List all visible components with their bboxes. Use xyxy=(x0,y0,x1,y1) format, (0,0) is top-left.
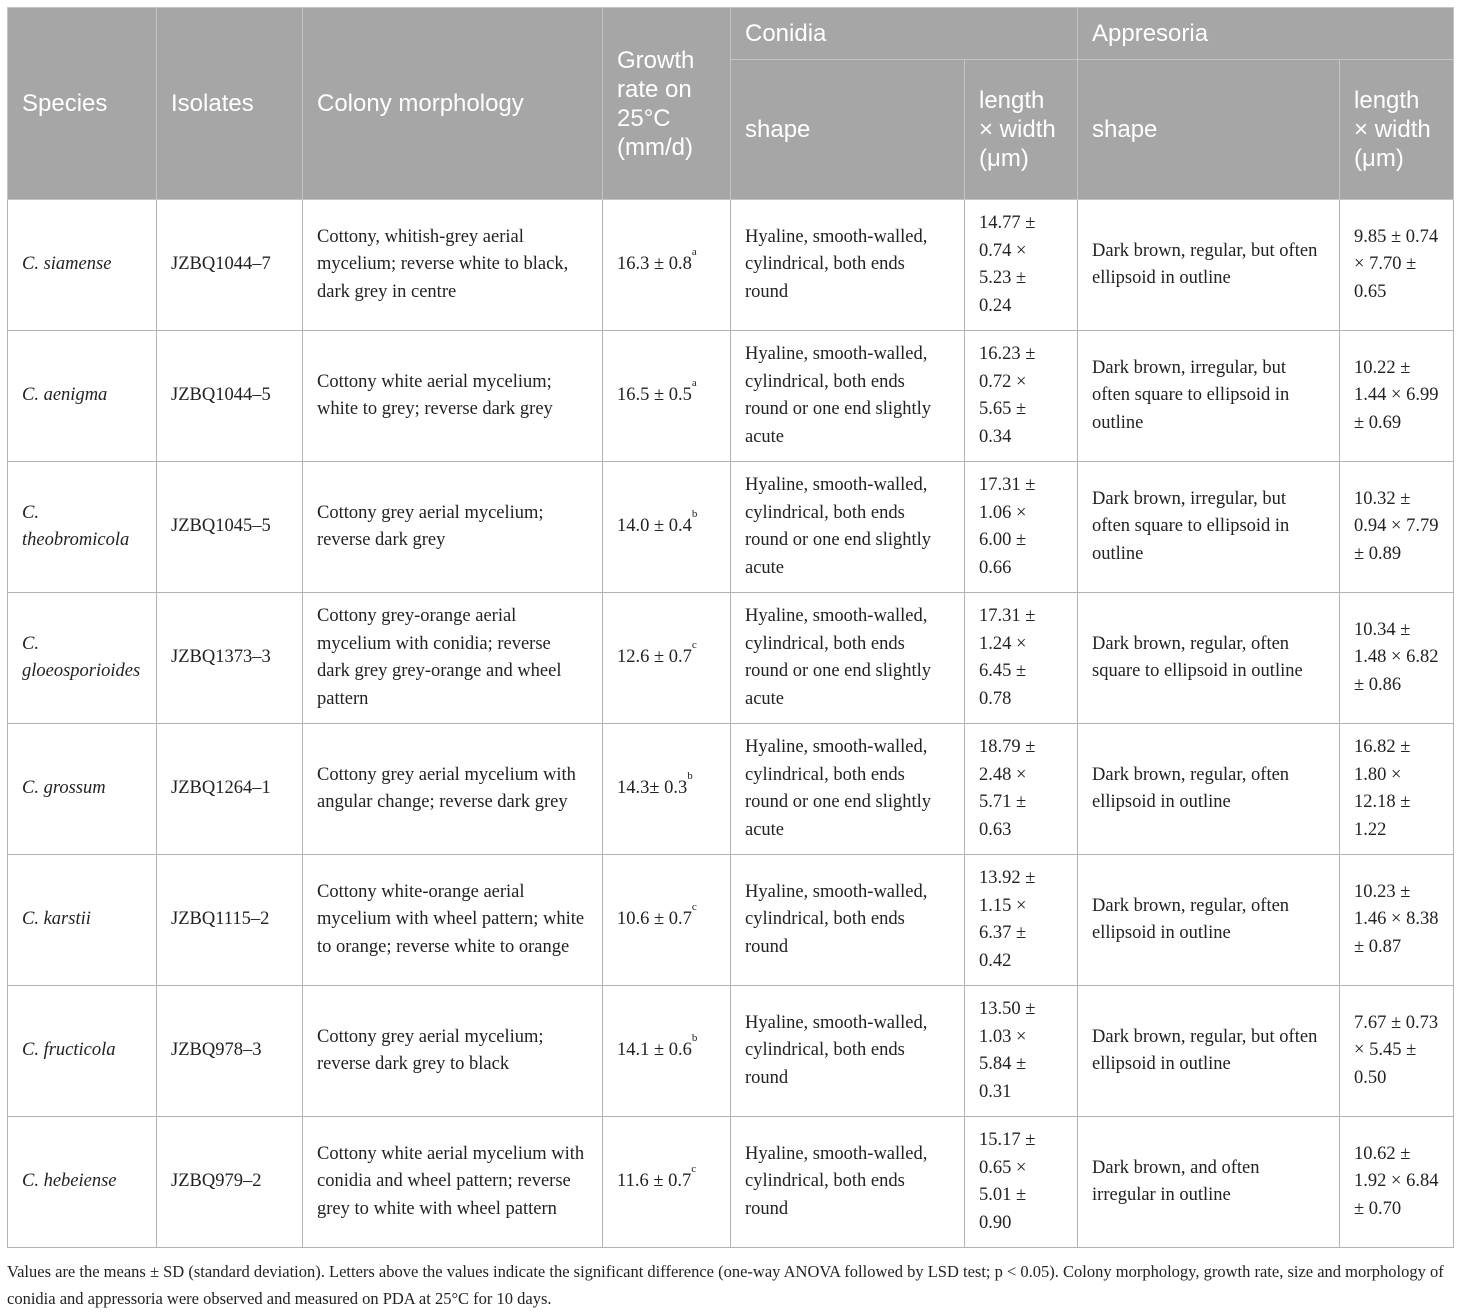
header-conidia: Conidia xyxy=(731,8,1078,60)
significance-letter: c xyxy=(691,639,697,652)
growth-rate-cell xyxy=(603,986,731,1117)
appresoria-size-cell: 9.85 ± 0.74 × 7.70 ± 0.65 xyxy=(1340,200,1454,331)
isolate-cell: JZBQ1045–5 xyxy=(157,462,303,593)
significance-letter: a xyxy=(691,246,697,259)
header-appresoria: Appresoria xyxy=(1078,8,1454,60)
table-row xyxy=(8,462,1454,593)
growth-rate-value: 10.6 ± 0.7 xyxy=(617,909,692,930)
significance-letter: b xyxy=(691,508,698,521)
appresoria-shape-cell: Dark brown, regular, but often ellipsoid in outline xyxy=(1078,986,1340,1117)
appresoria-shape-cell: Dark brown, regular, often square to ellipsoid in outline xyxy=(1078,593,1340,724)
morphology-table xyxy=(7,7,1454,1248)
growth-rate-cell xyxy=(603,462,731,593)
appresoria-shape-cell: Dark brown, and often irregular in outline xyxy=(1078,1117,1340,1248)
species-cell: C. gloeosporioides xyxy=(8,593,157,724)
species-cell: C. fructicola xyxy=(8,986,157,1117)
conidia-shape-cell: Hyaline, smooth-walled, cylindrical, both ends round xyxy=(731,855,965,986)
significance-letter: c xyxy=(691,901,697,914)
header-conidia-shape: shape xyxy=(731,60,965,200)
species-cell: C. siamense xyxy=(8,200,157,331)
species-cell: C. hebeiense xyxy=(8,1117,157,1248)
significance-letter: a xyxy=(691,377,697,390)
growth-rate-cell xyxy=(603,331,731,462)
appresoria-size-cell: 10.34 ± 1.48 × 6.82 ± 0.86 xyxy=(1340,593,1454,724)
conidia-shape-cell: Hyaline, smooth-walled, cylindrical, both ends round or one end slightly acute xyxy=(731,593,965,724)
appresoria-size-cell: 10.22 ± 1.44 × 6.99 ± 0.69 xyxy=(1340,331,1454,462)
conidia-size-cell: 13.50 ± 1.03 × 5.84 ± 0.31 xyxy=(965,986,1078,1117)
species-cell: C. karstii xyxy=(8,855,157,986)
appresoria-shape-cell: Dark brown, irregular, but often square to ellipsoid in outline xyxy=(1078,462,1340,593)
appresoria-shape-cell: Dark brown, regular, often ellipsoid in outline xyxy=(1078,855,1340,986)
appresoria-size-cell: 10.62 ± 1.92 × 6.84 ± 0.70 xyxy=(1340,1117,1454,1248)
growth-rate-value: 16.3 ± 0.8 xyxy=(617,254,692,275)
table-row xyxy=(8,200,1454,331)
header-isolates: Isolates xyxy=(157,8,303,200)
conidia-shape-cell: Hyaline, smooth-walled, cylindrical, both ends round or one end slightly acute xyxy=(731,724,965,855)
conidia-shape-cell: Hyaline, smooth-walled, cylindrical, both ends round or one end slightly acute xyxy=(731,331,965,462)
appresoria-size-cell: 16.82 ± 1.80 × 12.18 ± 1.22 xyxy=(1340,724,1454,855)
significance-letter: c xyxy=(691,1163,697,1176)
table-row xyxy=(8,855,1454,986)
header-conidia-size: length × width (μm) xyxy=(965,60,1078,200)
significance-letter: b xyxy=(691,1032,698,1045)
colony-morphology-cell: Cottony, whitish-grey aerial mycelium; reverse white to black, dark grey in centre xyxy=(303,200,603,331)
species-cell: C. grossum xyxy=(8,724,157,855)
colony-morphology-cell: Cottony grey-orange aerial mycelium with conidia; reverse dark grey grey-orange and wheel pattern xyxy=(303,593,603,724)
table-footnote: Values are the means ± SD (standard deviation). Letters above the values indicate the significant difference (one-way ANOVA followed by LSD test; p < 0.05). Colony morphology, growth rate, size and morphology of conidia and appressoria were observed and measured on PDA at 25°C for 10 days. xyxy=(7,1262,1444,1308)
growth-rate-cell xyxy=(603,200,731,331)
growth-rate-cell xyxy=(603,593,731,724)
header-appresoria-shape: shape xyxy=(1078,60,1340,200)
isolate-cell: JZBQ1044–7 xyxy=(157,200,303,331)
growth-rate-value: 14.3± 0.3 xyxy=(617,778,688,799)
table-row xyxy=(8,724,1454,855)
conidia-size-cell: 16.23 ± 0.72 × 5.65 ± 0.34 xyxy=(965,331,1078,462)
isolate-cell: JZBQ1044–5 xyxy=(157,331,303,462)
isolate-cell: JZBQ1373–3 xyxy=(157,593,303,724)
header-appresoria-size: length × width (μm) xyxy=(1340,60,1454,200)
growth-rate-value: 16.5 ± 0.5 xyxy=(617,385,692,406)
appresoria-shape-cell: Dark brown, regular, often ellipsoid in outline xyxy=(1078,724,1340,855)
isolate-cell: JZBQ978–3 xyxy=(157,986,303,1117)
isolate-cell: JZBQ979–2 xyxy=(157,1117,303,1248)
conidia-shape-cell: Hyaline, smooth-walled, cylindrical, both ends round xyxy=(731,1117,965,1248)
growth-rate-cell xyxy=(603,855,731,986)
species-cell: C. theobromicola xyxy=(8,462,157,593)
growth-rate-value: 11.6 ± 0.7 xyxy=(617,1171,692,1192)
colony-morphology-cell: Cottony grey aerial mycelium; reverse dark grey xyxy=(303,462,603,593)
growth-rate-cell xyxy=(603,724,731,855)
conidia-shape-cell: Hyaline, smooth-walled, cylindrical, both ends round xyxy=(731,200,965,331)
growth-rate-cell xyxy=(603,1117,731,1248)
conidia-size-cell: 13.92 ± 1.15 × 6.37 ± 0.42 xyxy=(965,855,1078,986)
conidia-size-cell: 14.77 ± 0.74 × 5.23 ± 0.24 xyxy=(965,200,1078,331)
table-row xyxy=(8,593,1454,724)
conidia-shape-cell: Hyaline, smooth-walled, cylindrical, both ends round xyxy=(731,986,965,1117)
conidia-size-cell: 17.31 ± 1.24 × 6.45 ± 0.78 xyxy=(965,593,1078,724)
growth-rate-value: 14.0 ± 0.4 xyxy=(617,516,692,537)
table-row xyxy=(8,1117,1454,1248)
growth-rate-value: 14.1 ± 0.6 xyxy=(617,1040,692,1061)
conidia-shape-cell: Hyaline, smooth-walled, cylindrical, both ends round or one end slightly acute xyxy=(731,462,965,593)
table-row xyxy=(8,331,1454,462)
appresoria-size-cell: 7.67 ± 0.73 × 5.45 ± 0.50 xyxy=(1340,986,1454,1117)
table-row xyxy=(8,986,1454,1117)
conidia-size-cell: 18.79 ± 2.48 × 5.71 ± 0.63 xyxy=(965,724,1078,855)
significance-letter: b xyxy=(687,770,693,783)
colony-morphology-cell: Cottony white aerial mycelium; white to grey; reverse dark grey xyxy=(303,331,603,462)
header-species: Species xyxy=(8,8,157,200)
growth-rate-value: 12.6 ± 0.7 xyxy=(617,647,692,668)
appresoria-shape-cell: Dark brown, irregular, but often square to ellipsoid in outline xyxy=(1078,331,1340,462)
conidia-size-cell: 15.17 ± 0.65 × 5.01 ± 0.90 xyxy=(965,1117,1078,1248)
appresoria-size-cell: 10.32 ± 0.94 × 7.79 ± 0.89 xyxy=(1340,462,1454,593)
isolate-cell: JZBQ1264–1 xyxy=(157,724,303,855)
isolate-cell: JZBQ1115–2 xyxy=(157,855,303,986)
conidia-size-cell: 17.31 ± 1.06 × 6.00 ± 0.66 xyxy=(965,462,1078,593)
header-growth-rate: Growth rate on 25°C (mm/d) xyxy=(603,8,731,200)
colony-morphology-cell: Cottony white aerial mycelium with conidia and wheel pattern; reverse grey to white with wheel pattern xyxy=(303,1117,603,1248)
header-colony-morphology: Colony morphology xyxy=(303,8,603,200)
colony-morphology-cell: Cottony white-orange aerial mycelium with wheel pattern; white to orange; reverse white to orange xyxy=(303,855,603,986)
species-cell: C. aenigma xyxy=(8,331,157,462)
appresoria-size-cell: 10.23 ± 1.46 × 8.38 ± 0.87 xyxy=(1340,855,1454,986)
appresoria-shape-cell: Dark brown, regular, but often ellipsoid in outline xyxy=(1078,200,1340,331)
colony-morphology-cell: Cottony grey aerial mycelium; reverse dark grey to black xyxy=(303,986,603,1117)
colony-morphology-cell: Cottony grey aerial mycelium with angular change; reverse dark grey xyxy=(303,724,603,855)
